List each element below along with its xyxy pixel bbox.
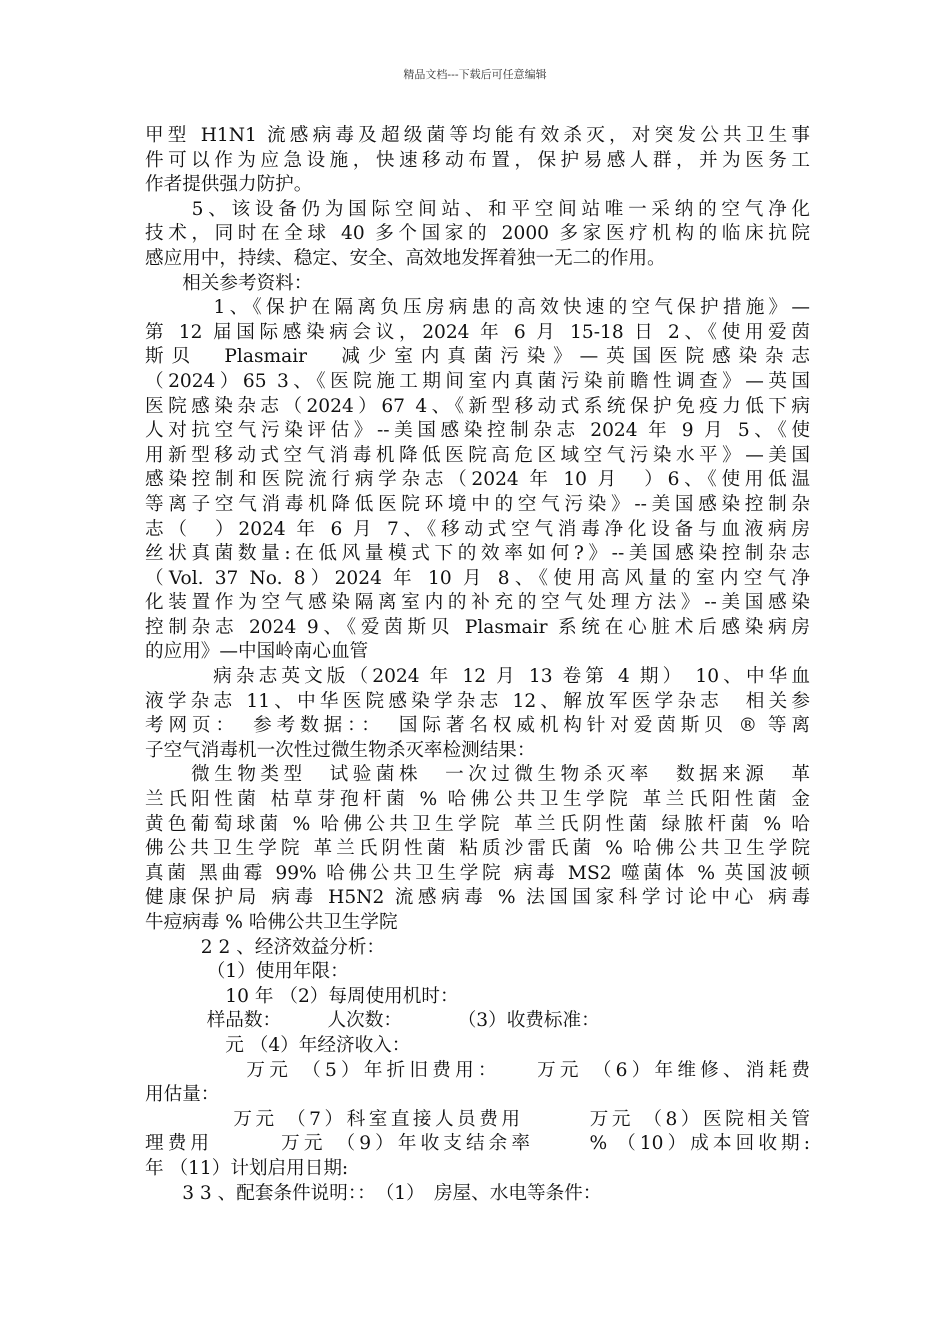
text-line: 牛痘病毒 % 哈佛公共卫生学院 xyxy=(145,912,398,933)
text-line: （Vol. 37 No. 8）2024 年 10 月 8、《使用高风量的室内空气净 xyxy=(145,567,810,589)
text-line: 考网页： 参考数据：： 国际著名权威机构针对爱茵斯贝 ® 等离 xyxy=(145,715,810,737)
text-line: 等离子空气消毒机降低医院环境中的空气污染》--美国感染控制杂 xyxy=(145,493,810,515)
page-header: 精品文档---下载后可任意编辑 xyxy=(403,68,547,81)
text-line: 技术，同时在全球 40 多个国家的 2000 多家医疗机构的临床抗院 xyxy=(145,223,810,245)
text-line: 感染控制和医院流行病学杂志（2024 年 10 月 ）6、《使用低温 xyxy=(145,469,810,491)
text-line: 10 年 （2）每周使用机时： xyxy=(145,985,459,1007)
text-line: 万元 （5）年折旧费用： 万元 （6）年维修、消耗费 xyxy=(145,1059,810,1081)
text-line: 样品数： 人次数： （3）收费标准： xyxy=(145,1010,600,1032)
text-line: （2024）65 3、《医院施工期间室内真菌污染前瞻性调查》—英国 xyxy=(145,370,810,392)
text-line: 真菌 黑曲霉 99% 哈佛公共卫生学院 病毒 MS2 噬菌体 % 英国波顿 xyxy=(145,862,810,884)
text-line: 第 12 届国际感染病会议，2024 年 6 月 15-18 日 2、《使用爱茵 xyxy=(145,321,810,343)
text-line: 兰氏阳性菌 枯草芽孢杆菌 % 哈佛公共卫生学院 革兰氏阳性菌 金 xyxy=(145,789,810,811)
text-line: 2 2 、经济效益分析： xyxy=(145,936,386,958)
text-line: 人对抗空气污染评估》--美国感染控制杂志 2024 年 9 月 5、《使 xyxy=(145,420,810,442)
text-line: 理费用 万元 （9）年收支结余率 % （10）成本回收期: xyxy=(145,1133,810,1155)
text-line: 微生物类型 试验菌株 一次过微生物杀灭率 数据来源 革 xyxy=(145,764,810,786)
text-line: 作者提供强力防护。 xyxy=(145,174,313,196)
text-line: 5、该设备仍为国际空间站、和平空间站唯一采纳的空气净化 xyxy=(145,198,810,220)
text-line: 年 （11）计划启用日期: xyxy=(145,1157,349,1179)
text-line: 用估量： xyxy=(145,1084,220,1106)
text-line: 化装置作为空气感染隔离室内的补充的空气处理方法》--美国感染 xyxy=(145,592,810,614)
text-line: 液学杂志 11、中华医院感染学杂志 12、解放军医学杂志 相关参 xyxy=(145,690,810,712)
text-line: 志（ ）2024 年 6 月 7、《移动式空气消毒净化设备与血液病房 xyxy=(145,518,810,540)
text-line: 子空气消毒机一次性过微生物杀灭率检测结果： xyxy=(145,739,536,761)
text-line: 相关参考资料： xyxy=(145,272,313,294)
text-line: 斯贝 Plasmair 减少室内真菌污染》—英国医院感染杂志 xyxy=(145,346,810,368)
text-line: 件可以作为应急设施，快速移动布置，保护易感人群，并为医务工 xyxy=(145,149,810,171)
text-line: 用新型移动式空气消毒机降低医院高危区域空气污染水平》—美国 xyxy=(145,444,810,466)
text-line: 丝状真菌数量:在低风量模式下的效率如何?》--美国感染控制杂志 xyxy=(145,543,810,565)
text-line: 甲型 H1N1 流感病毒及超级菌等均能有效杀灭，对突发公共卫生事 xyxy=(145,125,810,146)
text-line: 佛公共卫生学院 革兰氏阴性菌 粘质沙雷氏菌 % 哈佛公共卫生学院 xyxy=(145,838,810,860)
text-line: 感应用中，持续、稳定、安全、高效地发挥着独一无二的作用。 xyxy=(145,247,666,269)
text-line: 黄色葡萄球菌 % 哈佛公共卫生学院 革兰氏阴性菌 绿脓杆菌 % 哈 xyxy=(145,813,810,835)
text-line: 的应用》—中国岭南心血管 xyxy=(145,641,369,663)
text-line: 医院感染杂志（2024）67 4、《新型移动式系统保护免疫力低下病 xyxy=(145,395,810,417)
text-line: 万元 （7）科室直接人员费用 万元 （8）医院相关管 xyxy=(145,1108,810,1130)
text-line: 控制杂志 2024 9、《爱茵斯贝 Plasmair 系统在心脏术后感染病房 xyxy=(145,616,810,638)
text-line: 3 3 、配套条件说明：： （1） 房屋、水电等条件： xyxy=(145,1182,602,1204)
text-line: 1、《保护在隔离负压房病患的高效快速的空气保护措施》— xyxy=(145,297,810,319)
document-body xyxy=(145,124,810,1206)
text-line: 元 （4）年经济收入： xyxy=(145,1034,411,1056)
text-line: （1）使用年限： xyxy=(145,961,349,983)
text-line: 病杂志英文版（2024 年 12 月 13 卷第 4 期） 10、中华血 xyxy=(145,666,810,688)
text-line: 健康保护局 病毒 H5N2 流感病毒 % 法国国家科学讨论中心 病毒 xyxy=(145,887,810,909)
